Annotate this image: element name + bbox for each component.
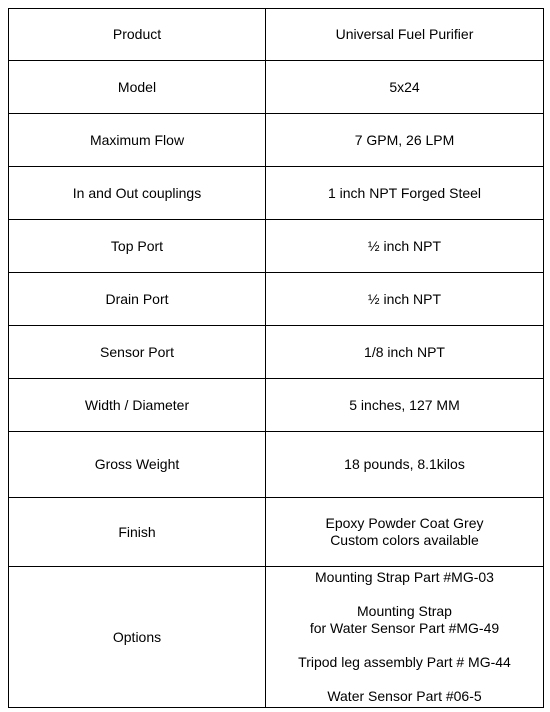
row-value: Universal Fuel Purifier <box>266 9 544 61</box>
options-label: Options <box>9 567 266 708</box>
row-label: Drain Port <box>9 273 266 326</box>
option-line: Tripod leg assembly Part # MG-44 <box>298 654 511 670</box>
table-row <box>9 432 544 498</box>
options-value <box>266 567 544 708</box>
row-label: Top Port <box>9 220 266 273</box>
option-line: for Water Sensor Part #MG-49 <box>309 620 500 636</box>
finish-line: Epoxy Powder Coat Grey <box>325 515 484 531</box>
row-label: Product <box>9 9 266 61</box>
table-row <box>9 61 544 114</box>
table-row <box>9 114 544 167</box>
table-row-options <box>9 567 544 708</box>
row-value: 1 inch NPT Forged Steel <box>266 167 544 220</box>
row-value: ½ inch NPT <box>266 220 544 273</box>
table-row <box>9 9 544 61</box>
row-value: 7 GPM, 26 LPM <box>266 114 544 167</box>
row-value: 18 pounds, 8.1kilos <box>266 432 544 498</box>
table-row <box>9 167 544 220</box>
row-label: Model <box>9 61 266 114</box>
table-row <box>9 220 544 273</box>
table-row <box>9 326 544 379</box>
option-spacer <box>272 671 537 688</box>
row-label: Sensor Port <box>9 326 266 379</box>
finish-value <box>266 498 544 567</box>
row-value: 1/8 inch NPT <box>266 326 544 379</box>
spec-table <box>8 8 544 708</box>
option-line: Mounting Strap Part #MG-03 <box>315 569 494 585</box>
finish-label: Finish <box>9 498 266 567</box>
row-label: Gross Weight <box>9 432 266 498</box>
row-value: ½ inch NPT <box>266 273 544 326</box>
option-line: Mounting Strap <box>357 603 452 619</box>
table-row <box>9 273 544 326</box>
option-line: Water Sensor Part #06-5 <box>327 688 482 704</box>
option-spacer <box>272 586 537 603</box>
table-row-finish <box>9 498 544 567</box>
row-label: Maximum Flow <box>9 114 266 167</box>
option-spacer <box>272 637 537 654</box>
row-value: 5x24 <box>266 61 544 114</box>
row-label: In and Out couplings <box>9 167 266 220</box>
row-value: 5 inches, 127 MM <box>266 379 544 432</box>
row-label: Width / Diameter <box>9 379 266 432</box>
finish-line: Custom colors available <box>330 532 479 548</box>
table-row <box>9 379 544 432</box>
